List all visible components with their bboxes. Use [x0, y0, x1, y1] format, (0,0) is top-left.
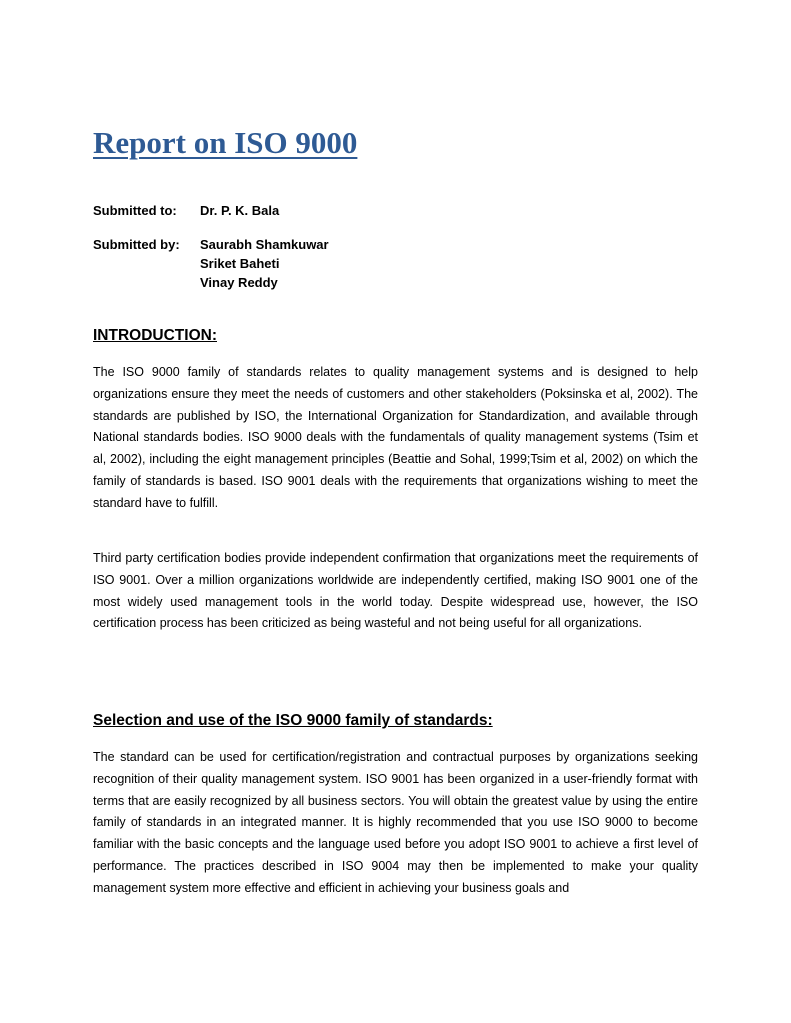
- author-name: Sriket Baheti: [200, 256, 280, 271]
- document-title: Report on ISO 9000: [93, 125, 358, 160]
- introduction-heading: INTRODUCTION:: [93, 327, 217, 344]
- selection-paragraph-1: The standard can be used for certification/registration and contractual purposes by organizations seeking recognition of their quality management system. ISO 9001 has been organized in a user-friendly format with terms that are easily recognized by all business sectors. You will obtain the greatest value by using the entire family of standards in an integrated manner. It is highly recommended that you use ISO 9000 to become familiar with the basic concepts and the language used before you adopt ISO 9001 to achieve a first level of performance. The practices described in ISO 9004 may then be implemented to make your quality management system more effective and efficient in achieving your business goals and: [93, 750, 698, 895]
- submitted-to-label: Submitted to:: [93, 203, 177, 218]
- submitted-to-name: Dr. P. K. Bala: [200, 203, 280, 218]
- submitted-by-label: Submitted by:: [93, 237, 180, 252]
- intro-paragraph-2: Third party certification bodies provide independent confirmation that organizations meet the requirements of ISO 9001. Over a million organizations worldwide are independently certified, making ISO 9001 one of the most widely used management tools in the world today. Despite widespread use, however, the ISO certification process has been criticized as being wasteful and not being useful for all organizations.: [93, 551, 698, 631]
- selection-heading: Selection and use of the ISO 9000 family of standards:: [93, 712, 493, 729]
- intro-paragraph-1: The ISO 9000 family of standards relates to quality management systems and is designed to help organizations ensure they meet the needs of customers and other stakeholders (Poksinska et al, 2002). The standards are published by ISO, the International Organization for Standardization, and available through National standards bodies. ISO 9000 deals with the fundamentals of quality management systems (Tsim et al, 2002), including the eight management principles (Beattie and Sohal, 1999;Tsim et al, 2002) on which the family of standards is based. ISO 9001 deals with the requirements that organizations wishing to meet the standard have to fulfill.: [93, 365, 698, 510]
- author-name: Vinay Reddy: [200, 275, 278, 290]
- author-name: Saurabh Shamkuwar: [200, 237, 329, 252]
